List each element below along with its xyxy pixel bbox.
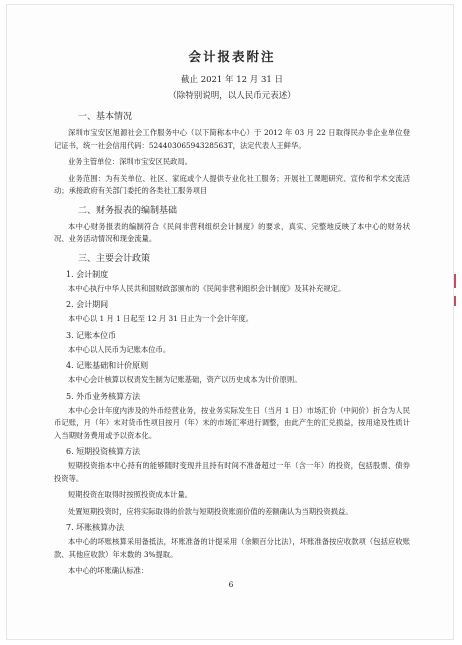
paragraph: 本中心以人民币为记账本位币。 [68,344,171,354]
paragraph: 处置短期投资时，应将实际取得的价款与短期投资账面价值的差额确认为当期投资损益。 [68,506,353,516]
subheading-accounting-system: 1. 会计制度 [66,269,109,279]
section-heading-basis: 二、财务报表的编制基础 [78,205,178,216]
subheading-short-term-investment: 6. 短期投资核算方法 [66,447,141,456]
paragraph: 本中心的坏账核算采用备抵法，坏账准备的计提采用（余额百分比法），坏账准备按应收款项（包括应收账款、其他应收款）年末数的 3%提取。 [54,537,410,559]
document-body [54,48,410,582]
page-number: 6 [228,580,234,589]
section-heading-basic-info: 一、基本情况 [78,112,133,122]
subheading-accounting-period: 2. 会计期间 [66,300,109,309]
document-title: 会计报表附注 [188,49,276,64]
subheading-bad-debt: 7. 坏账核算办法 [66,523,125,532]
date-line: 截止 2021 年 12 月 31 日 [181,75,283,85]
paragraph: 短期投资指本中心持有的能够随时变现并且持有时间不准备超过一年（含一年）的投资，包括股票、债券投资等。 [54,461,410,483]
paragraph: 本中心以 1 月 1 日起至 12 月 31 日止为一个会计年度。 [68,314,254,323]
paragraph: 短期投资在取得时按照投资成本计量。 [68,490,193,499]
paragraph: 深圳市宝安区旭源社会工作服务中心（以下简称本中心）于 2012 年 03 月 22 日取得民办非企业单位登记证书，统一社会信用代码：52440306594328563T，法定代表人王鲜华。 [54,128,410,150]
paragraph: 本中心财务报表的编制符合《民间非营利组织会计制度》的要求，真实、完整地反映了本中心的财务状况、业务活动情况和现金流量。 [54,221,410,243]
subheading-currency: 3. 记账本位币 [66,330,117,340]
currency-note: （除特别说明，以人民币元表述） [168,91,296,101]
red-edge-mark [454,274,456,288]
paragraph: 本中心执行中华人民共和国财政部颁布的《民间非营利组织会计制度》及其补充规定。 [68,283,346,293]
paragraph: 业务范围：为有关单位、社区、家庭或个人提供专业化社工服务；开展社工课题研究、宣传和学术交流活动；承接政府有关部门委托的各类社工服务项目 [54,173,410,195]
subheading-foreign-currency: 5. 外币业务核算方法 [66,391,141,401]
paragraph: 本中心的坏账确认标准： [68,566,149,575]
paragraph: 本中心会计年度内涉及的外币经营业务，按业务实际发生日（当月 1 日）市场汇价（中间价）折合为人民币记账，月（年）末对货币性项目按月（年）末的市场汇率进行调整，由此产生的汇兑损益，按用途及性质计入当期财务费用或予以资本化。 [54,405,410,440]
section-heading-policies: 三、主要会计政策 [78,253,151,264]
paragraph: 本中心会计核算以权责发生制为记账基础，资产以历史成本为计价原则。 [68,375,302,384]
paragraph: 业务主管单位：深圳市宝安区民政局。 [68,157,193,166]
subheading-basis-valuation: 4. 记账基础和计价原则 [66,361,149,370]
red-edge-mark [454,296,456,306]
